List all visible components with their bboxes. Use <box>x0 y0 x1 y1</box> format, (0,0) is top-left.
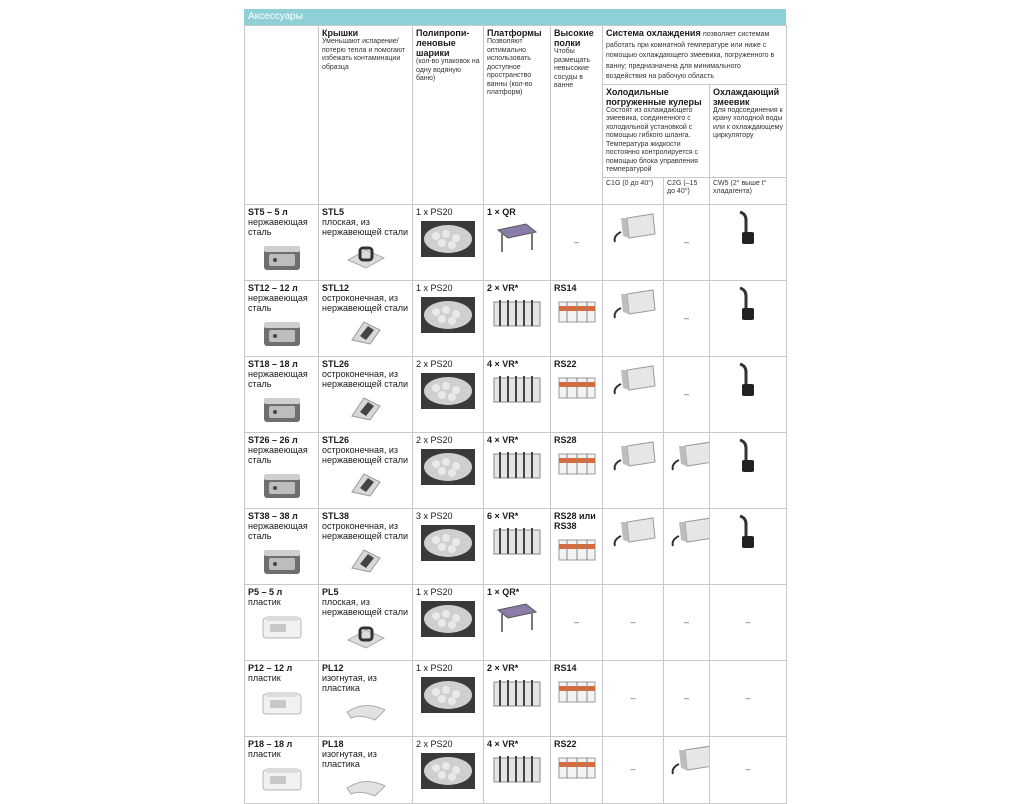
section-banner: Аксессуары <box>244 9 786 25</box>
table-row <box>245 660 787 736</box>
c1g-cell: – <box>603 660 664 736</box>
c1g-cell <box>603 280 664 356</box>
bath-image <box>248 686 315 718</box>
lid-cell: STL38 остроконечная, из нержавеющей стали <box>319 508 413 584</box>
bath-cell: P12 – 12 л пластик <box>245 660 319 736</box>
balls-image <box>416 600 480 638</box>
lid-image <box>322 544 409 574</box>
table-row <box>245 432 787 508</box>
lid-image <box>322 620 409 650</box>
bath-cell: ST5 – 5 л нержавеющая сталь <box>245 204 319 280</box>
c2g-cell: – <box>664 660 710 736</box>
shelf-cell: RS22 <box>551 356 603 432</box>
platform-cell: 4 × VR* <box>484 356 551 432</box>
platform-image <box>487 676 547 710</box>
balls-image <box>416 524 480 562</box>
lid-cell: STL5 плоская, из нержавеющей стали <box>319 204 413 280</box>
shelf-cell: RS28 или RS38 <box>551 508 603 584</box>
header-c1g: C1G (0 до 40°) <box>603 177 664 204</box>
table-row <box>245 280 787 356</box>
platform-image <box>487 220 547 254</box>
shelf-image <box>554 296 599 326</box>
shelf-image <box>554 372 599 402</box>
c2g-cell: – <box>664 584 710 660</box>
c2g-cell <box>664 508 710 584</box>
c2g-cell <box>664 736 710 803</box>
balls-cell: 2 x PS20 <box>413 356 484 432</box>
bath-image <box>248 610 315 642</box>
lid-image <box>322 696 409 722</box>
table-row <box>245 584 787 660</box>
cw5-cell <box>710 508 787 584</box>
cw5-cell: – <box>710 584 787 660</box>
bath-image <box>248 240 315 274</box>
bath-cell: P5 – 5 л пластик <box>245 584 319 660</box>
header-coil: Охлаждающий змеевик Для подсоединения к крану холодной воды или к охлаждающему циркулятору <box>710 84 787 177</box>
balls-image <box>416 676 480 714</box>
platform-image <box>487 524 547 558</box>
cw5-cell: – <box>710 736 787 803</box>
c1g-cell <box>603 508 664 584</box>
c1g-cell <box>603 204 664 280</box>
shelf-image <box>554 676 599 706</box>
header-coolers: Холодильные погруженные кулеры Состоят из охлаждающего змеевика, соединенного с холодильной установкой с помощью гибкого шланга. Температура жидкости постоянно контролируется с помощью блока управления температурой <box>603 84 710 177</box>
header-cooling: Система охлаждения позволяет системам работать при комнатной температуре или ниже с помощью охлаждающего змеевика, погруженного в ванну; предназначена для минимального воздействия на рабочую область <box>603 26 787 85</box>
header-c2g: C2G (–15 до 40°) <box>664 177 710 204</box>
bath-image <box>248 316 315 350</box>
c1g-cell <box>603 356 664 432</box>
platform-image <box>487 372 547 406</box>
balls-cell: 2 x PS20 <box>413 736 484 803</box>
bath-cell: ST18 – 18 л нержавеющая сталь <box>245 356 319 432</box>
balls-image <box>416 220 480 258</box>
shelf-cell: – <box>551 204 603 280</box>
shelf-image <box>554 448 599 478</box>
lid-image <box>322 240 409 270</box>
table-row <box>245 204 787 280</box>
balls-cell: 2 x PS20 <box>413 432 484 508</box>
lid-cell: STL26 остроконечная, из нержавеющей стали <box>319 356 413 432</box>
platform-image <box>487 600 547 634</box>
platform-image <box>487 296 547 330</box>
bath-cell: P18 – 18 л пластик <box>245 736 319 803</box>
platform-image <box>487 448 547 482</box>
lid-cell: PL18 изогнутая, из пластика <box>319 736 413 803</box>
bath-image <box>248 392 315 426</box>
bath-image <box>248 762 315 794</box>
shelf-cell: – <box>551 584 603 660</box>
table-row <box>245 356 787 432</box>
shelf-cell: RS14 <box>551 280 603 356</box>
shelf-cell: RS28 <box>551 432 603 508</box>
corner-cell <box>245 26 319 205</box>
balls-image <box>416 372 480 410</box>
shelf-image <box>554 752 599 782</box>
platform-cell: 4 × VR* <box>484 432 551 508</box>
c2g-cell: – <box>664 356 710 432</box>
lid-image <box>322 392 409 422</box>
bath-image <box>248 544 315 578</box>
c1g-cell <box>603 432 664 508</box>
c2g-cell: – <box>664 280 710 356</box>
table-row <box>245 508 787 584</box>
c2g-cell: – <box>664 204 710 280</box>
cw5-cell <box>710 432 787 508</box>
balls-cell: 1 x PS20 <box>413 660 484 736</box>
platform-cell: 2 × VR* <box>484 660 551 736</box>
table-row <box>245 736 787 803</box>
shelf-cell: RS14 <box>551 660 603 736</box>
header-balls: Полипропи-леновые шарики (кол-во упаковок на одну водяную баню) <box>413 26 484 205</box>
balls-cell: 1 x PS20 <box>413 204 484 280</box>
platform-cell: 1 × QR* <box>484 584 551 660</box>
bath-image <box>248 468 315 502</box>
lid-cell: STL12 остроконечная, из нержавеющей стали <box>319 280 413 356</box>
bath-cell: ST38 – 38 л нержавеющая сталь <box>245 508 319 584</box>
c1g-cell: – <box>603 736 664 803</box>
lid-image <box>322 772 409 798</box>
lid-cell: PL5 плоская, из нержавеющей стали <box>319 584 413 660</box>
lid-cell: PL12 изогнутая, из пластика <box>319 660 413 736</box>
bath-cell: ST12 – 12 л нержавеющая сталь <box>245 280 319 356</box>
lid-cell: STL26 остроконечная, из нержавеющей стали <box>319 432 413 508</box>
lid-image <box>322 316 409 346</box>
header-shelves: Высокие полки Чтобы размещать невысокие сосуды в ванне <box>551 26 603 205</box>
platform-cell: 6 × VR* <box>484 508 551 584</box>
platform-image <box>487 752 547 786</box>
balls-cell: 3 x PS20 <box>413 508 484 584</box>
header-cw5: CW5 (2° выше t° хладагента) <box>710 177 787 204</box>
shelf-cell: RS22 <box>551 736 603 803</box>
header-lids: Крышки Уменьшают испарение/ потерю тепла и помогают избежать контаминации образца <box>319 26 413 205</box>
cw5-cell <box>710 356 787 432</box>
platform-cell: 4 × VR* <box>484 736 551 803</box>
header-platforms: Платформы Позволяют оптимально использовать доступное пространство ванны (кол-во платформ) <box>484 26 551 205</box>
cw5-cell <box>710 204 787 280</box>
shelf-image <box>554 534 599 564</box>
accessories-table <box>244 25 787 804</box>
c1g-cell: – <box>603 584 664 660</box>
balls-cell: 1 x PS20 <box>413 584 484 660</box>
balls-image <box>416 752 480 790</box>
bath-cell: ST26 – 26 л нержавеющая сталь <box>245 432 319 508</box>
balls-cell: 1 x PS20 <box>413 280 484 356</box>
accessories-sheet <box>244 9 786 774</box>
platform-cell: 2 × VR* <box>484 280 551 356</box>
cw5-cell: – <box>710 660 787 736</box>
lid-image <box>322 468 409 498</box>
c2g-cell <box>664 432 710 508</box>
balls-image <box>416 448 480 486</box>
balls-image <box>416 296 480 334</box>
platform-cell: 1 × QR <box>484 204 551 280</box>
cw5-cell <box>710 280 787 356</box>
